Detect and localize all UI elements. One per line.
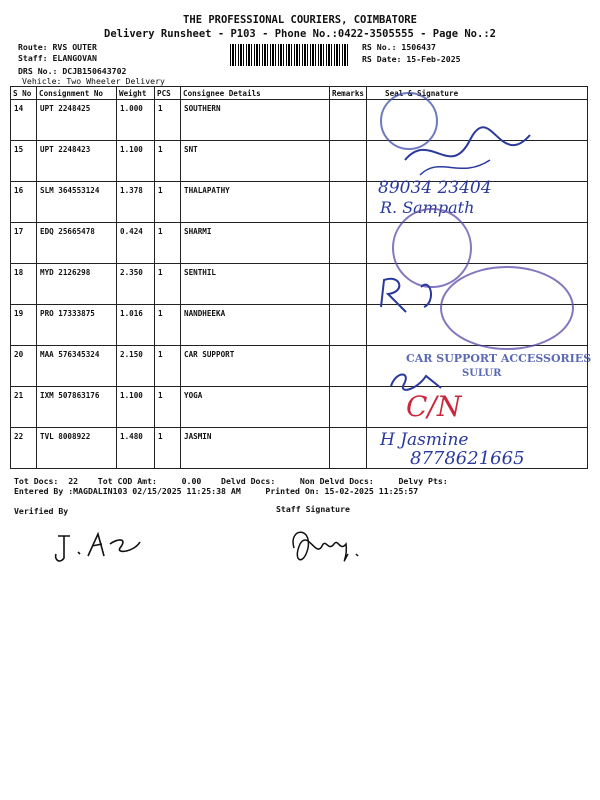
cell-weight: 1.378: [117, 182, 155, 223]
cell-weight: 1.100: [117, 141, 155, 182]
handwritten-cn: C/N: [406, 390, 462, 423]
rs-no-label: RS No.: 1506437: [362, 42, 436, 52]
staff-signature-image: [282, 518, 382, 574]
company-title: THE PROFESSIONAL COURIERS, COIMBATORE: [183, 14, 417, 26]
barcode-image: [230, 44, 350, 66]
cell-weight: 2.350: [117, 264, 155, 305]
route-label: Route: RVS OUTER: [18, 42, 97, 52]
stamp-car-support: CAR SUPPORT ACCESSORIES: [406, 352, 592, 365]
cell-pcs: 1: [155, 100, 181, 141]
cell-consignment: TVL 8008922: [37, 428, 117, 469]
cell-consignee: NANDHEEKA: [181, 305, 330, 346]
handwritten-name-1: R. Sampath: [380, 198, 475, 217]
cell-sno: 14: [11, 100, 37, 141]
handwritten-name-2: H Jasmine: [380, 430, 469, 450]
footer-entered: Entered By :MAGDALIN103 02/15/2025 11:25:38 AM Printed On: 15-02-2025 11:25:57: [14, 486, 419, 496]
cell-sno: 18: [11, 264, 37, 305]
cell-weight: 1.016: [117, 305, 155, 346]
runsheet-subtitle: Delivery Runsheet - P103 - Phone No.:0422-3505555 - Page No.:2: [104, 28, 496, 40]
cell-consignee: SOUTHERN: [181, 100, 330, 141]
cell-consignee: CAR SUPPORT: [181, 346, 330, 387]
cell-pcs: 1: [155, 305, 181, 346]
vehicle-label: Vehicle: Two Wheeler Delivery: [22, 76, 165, 86]
cell-pcs: 1: [155, 387, 181, 428]
stamp-sulur: SULUR: [462, 368, 502, 379]
cell-pcs: 1: [155, 182, 181, 223]
handwritten-phone-2: 8778621665: [410, 448, 525, 469]
cell-weight: 2.150: [117, 346, 155, 387]
cell-sno: 22: [11, 428, 37, 469]
cell-consignee: SNT: [181, 141, 330, 182]
cell-remarks: [330, 182, 367, 223]
verifier-signature: [48, 524, 158, 570]
col-remarks: Remarks: [330, 87, 367, 100]
cell-sno: 19: [11, 305, 37, 346]
col-sno: S No: [11, 87, 37, 100]
cell-consignment: EDQ 25665478: [37, 223, 117, 264]
cell-consignment: IXM 507863176: [37, 387, 117, 428]
cell-consignee: YOGA: [181, 387, 330, 428]
cell-pcs: 1: [155, 346, 181, 387]
cell-pcs: 1: [155, 223, 181, 264]
table-row: [11, 387, 588, 428]
cell-remarks: [330, 223, 367, 264]
signature-scribble-2: [376, 272, 466, 322]
cell-consignee: JASMIN: [181, 428, 330, 469]
cell-remarks: [330, 141, 367, 182]
cell-consignment: MAA 576345324: [37, 346, 117, 387]
cell-consignee: SHARMI: [181, 223, 330, 264]
cell-pcs: 1: [155, 264, 181, 305]
cell-pcs: 1: [155, 141, 181, 182]
cell-consignee: SENTHIL: [181, 264, 330, 305]
col-weight: Weight: [117, 87, 155, 100]
cell-consignment: PRO 17333875: [37, 305, 117, 346]
cell-remarks: [330, 346, 367, 387]
verified-by-label: Verified By: [14, 506, 69, 516]
table-header-row: [11, 87, 588, 100]
cell-remarks: [330, 100, 367, 141]
cell-weight: 1.480: [117, 428, 155, 469]
staff-label: Staff: ELANGOVAN: [18, 53, 97, 63]
col-pcs: PCS: [155, 87, 181, 100]
cell-sno: 15: [11, 141, 37, 182]
drs-label: DRS No.: DCJB150643702: [18, 66, 127, 76]
cell-remarks: [330, 387, 367, 428]
footer-totals: Tot Docs: 22 Tot COD Amt: 0.00 Delvd Docs: Non Delvd Docs: Delvy Pts:: [14, 476, 448, 486]
cell-sno: 20: [11, 346, 37, 387]
cell-remarks: [330, 428, 367, 469]
col-consignment: Consignment No: [37, 87, 117, 100]
cell-sno: 16: [11, 182, 37, 223]
cell-consignee: THALAPATHY: [181, 182, 330, 223]
cell-consignment: UPT 2248425: [37, 100, 117, 141]
cell-sno: 17: [11, 223, 37, 264]
cell-remarks: [330, 264, 367, 305]
cell-consignment: MYD 2126298: [37, 264, 117, 305]
cell-weight: 1.000: [117, 100, 155, 141]
cell-weight: 1.100: [117, 387, 155, 428]
cell-pcs: 1: [155, 428, 181, 469]
staff-signature-label: Staff Signature: [276, 504, 350, 514]
col-seal-signature: Seal & Signature: [367, 87, 588, 100]
handwritten-phone-1: 89034 23404: [378, 178, 492, 198]
rs-date-label: RS Date: 15-Feb-2025: [362, 54, 461, 64]
cell-sno: 21: [11, 387, 37, 428]
cell-weight: 0.424: [117, 223, 155, 264]
col-consignee: Consignee Details: [181, 87, 330, 100]
cell-consignment: UPT 2248423: [37, 141, 117, 182]
cell-consignment: SLM 364553124: [37, 182, 117, 223]
table-row: [11, 223, 588, 264]
cell-remarks: [330, 305, 367, 346]
